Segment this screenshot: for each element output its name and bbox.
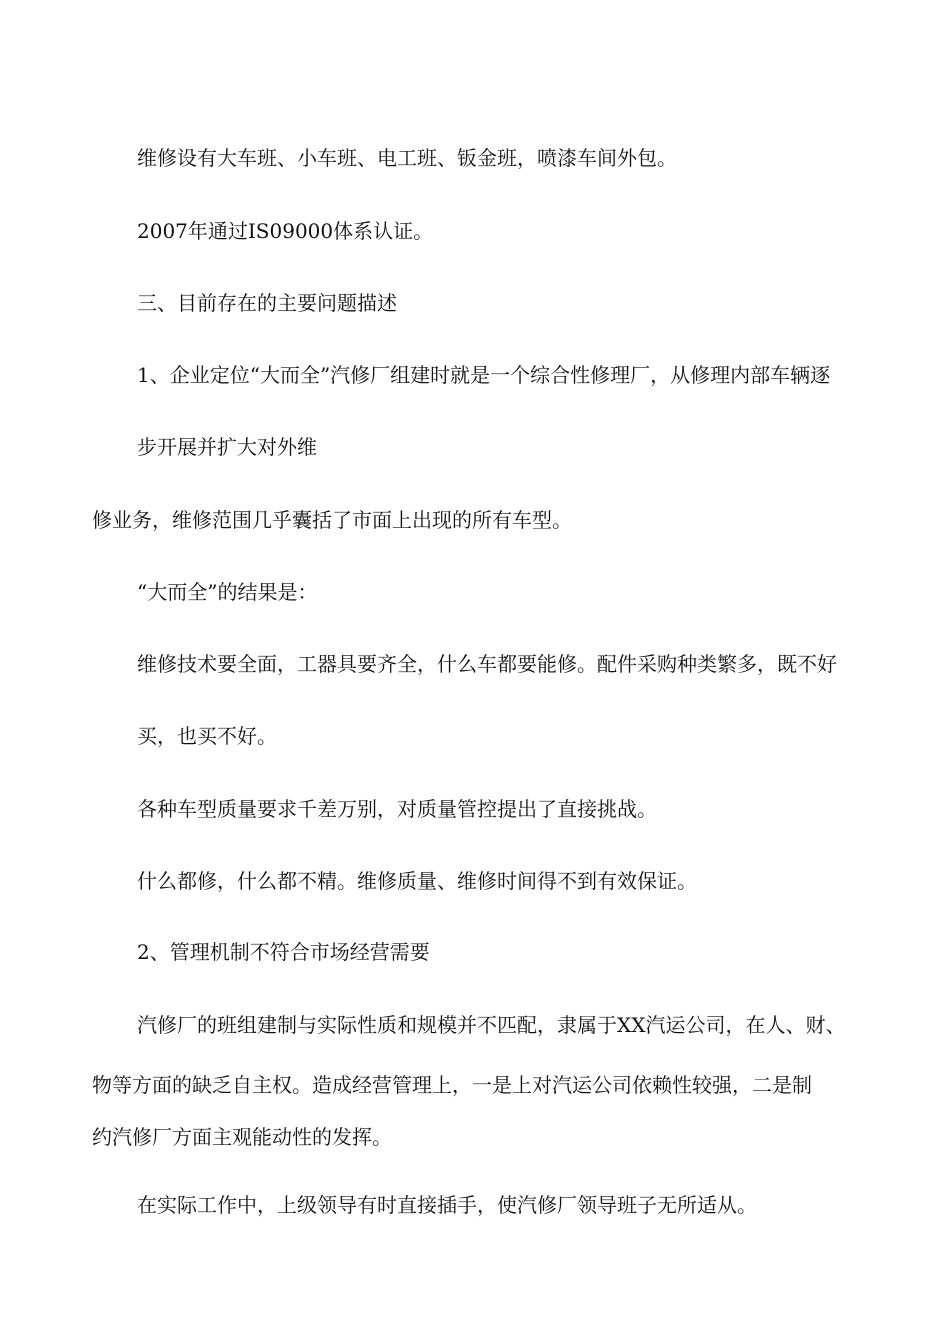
paragraph-line-16: 在实际工作中，上级领导有时直接插手，使汽修厂领导班子无所适从。	[137, 1193, 757, 1217]
paragraph-line-13: 汽修厂的班组建制与实际性质和规模并不匹配，隶属于XX汽运公司，在人、财、	[137, 1013, 846, 1037]
paragraph-line-9: 买，也买不好。	[137, 724, 277, 748]
paragraph-line-2: 2007年通过IS09000体系认证。	[137, 219, 434, 243]
paragraph-line-11: 什么都修，什么都不精。维修质量、维修时间得不到有效保证。	[137, 869, 697, 893]
paragraph-line-4: 1、企业定位“大而全”汽修厂组建时就是一个综合性修理厂，从修理内部车辆逐	[137, 363, 831, 387]
paragraph-line-14: 物等方面的缺乏自主权。造成经营管理上，一是上对汽运公司依赖性较强，二是制	[92, 1073, 812, 1097]
paragraph-line-8: 维修技术要全面，工器具要齐全，什么车都要能修。配件采购种类繁多，既不好	[137, 652, 837, 676]
section-heading-12: 2、管理机制不符合市场经营需要	[137, 940, 430, 964]
paragraph-line-7: “大而全”的结果是：	[137, 580, 318, 604]
paragraph-line-6: 修业务，维修范围几乎囊括了市面上出现的所有车型。	[92, 508, 572, 532]
paragraph-line-1: 维修设有大车班、小车班、电工班、钣金班，喷漆车间外包。	[137, 146, 677, 170]
paragraph-line-15: 约汽修厂方面主观能动性的发挥。	[92, 1125, 392, 1149]
paragraph-line-5: 步开展并扩大对外维	[137, 435, 317, 459]
paragraph-line-10: 各种车型质量要求千差万别，对质量管控提出了直接挑战。	[137, 797, 657, 821]
section-heading-3: 三、目前存在的主要问题描述	[137, 291, 397, 315]
